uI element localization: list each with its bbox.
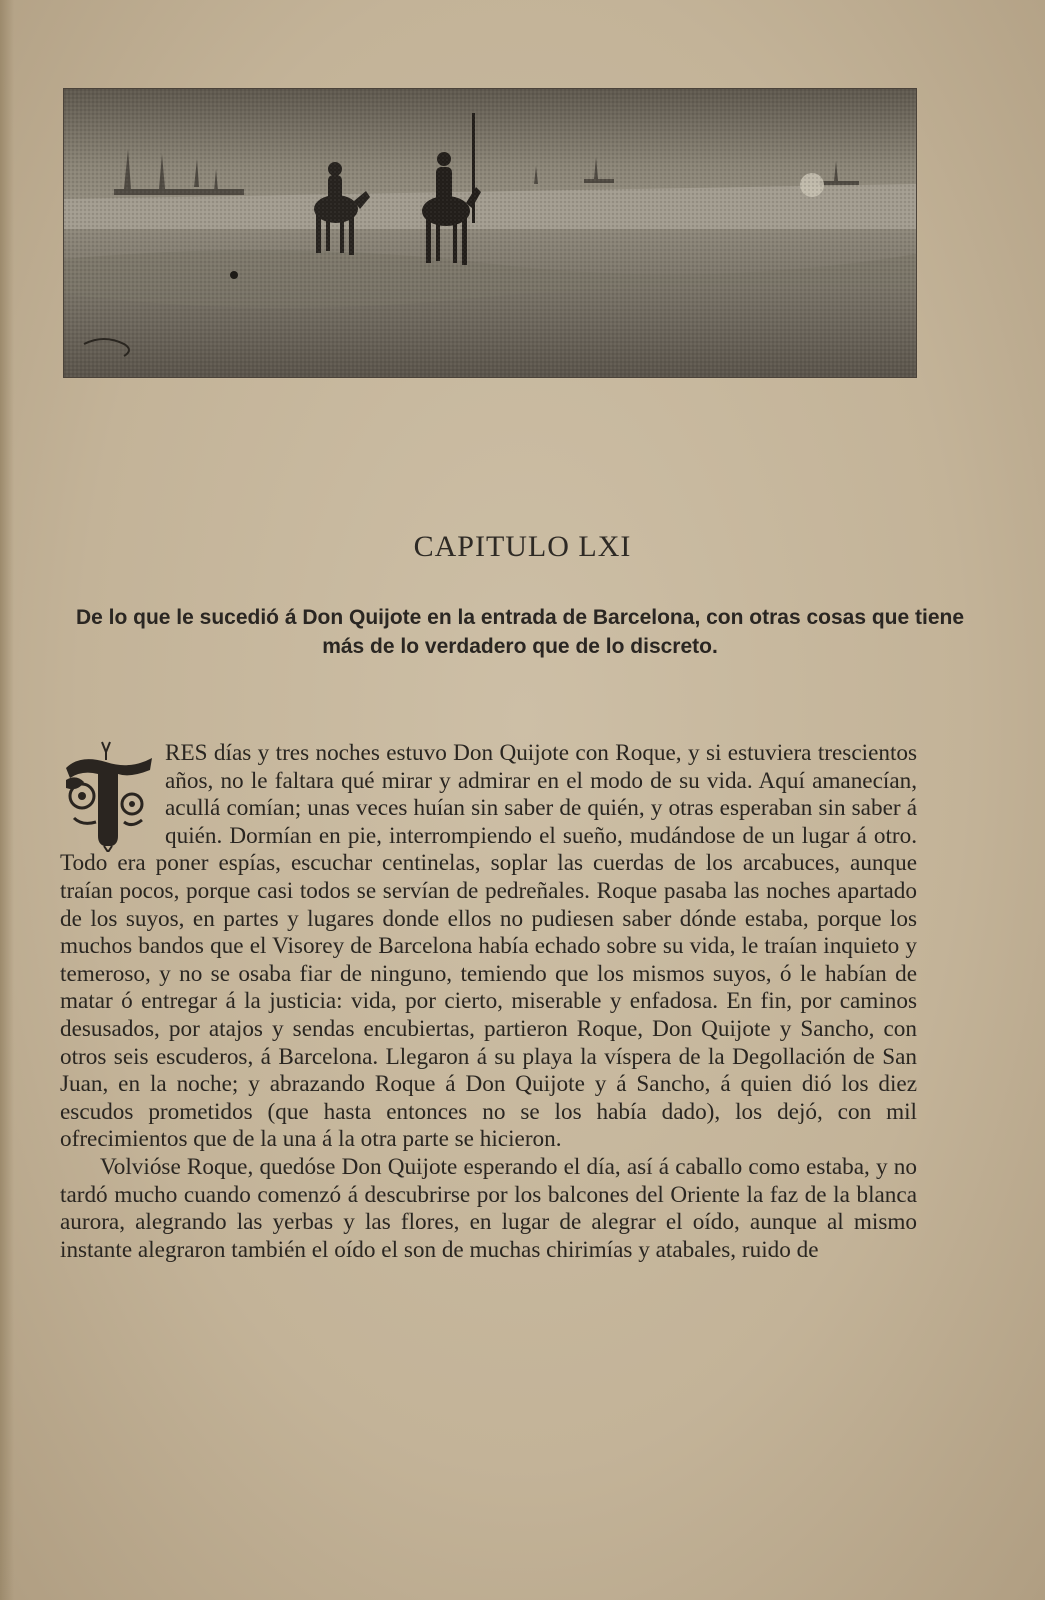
paragraph-1 xyxy=(60,740,917,1154)
drop-cap xyxy=(60,740,165,850)
first-word: RES xyxy=(165,740,208,766)
chapter-subtitle: De lo que le sucedió á Don Quijote en la entrada de Barcelona, con otras cosas que tiene más de lo verdadero que de lo discreto. xyxy=(75,606,965,658)
engraving-illustration xyxy=(63,88,917,378)
chapter-body xyxy=(60,740,917,1264)
paragraph-2: Volvióse Roque, quedóse Don Quijote esperando el día, así á caballo como estaba, y no tardó mucho cuando comenzó á descubrirse por los balcones del Oriente la faz de la blanca aurora, alegrando las yerbas y las flores, en lugar de alegrar el oído, aunque al mismo instante alegraron también el oído el son de muchas chirimías y atabales, ruido de xyxy=(60,1153,917,1263)
ornamental-drop-cap-t xyxy=(60,740,158,852)
paragraph-1-text: días y tres noches estuvo Don Quijote con Roque, y si estuviera trescientos años, no le faltara qué mirar y admirar en el modo de su vida. Aquí amanecían, acullá comían; unas veces huían sin saber de quién, y otras esperaban sin saber á quién. Dormían en pie, interrompiendo el sueño, mudándose de un lugar á otro. Todo era poner espías, escuchar centinelas, soplar las cuerdas de los arcabuces, aunque traían pocos, porque casi todos se servían de pedreñales. Roque pasaba las noches apartado de los suyos, en partes y lugares donde ellos no pudiesen saber dónde estaba, porque los muchos bandos que el Visorey de Barcelona había echado sobre su vida, le traían inquieto y temeroso, y no se osaba fiar de ninguno, temiendo que los mismos suyos, ó le habían de matar ó entregar á la justicia: vida, por cierto, miserable y enfadosa. En fin, por caminos desusados, por atajos y sendas encubiertas, partieron Roque, Don Quijote y Sancho, con otros seis escuderos, á Barcelona. Llegaron á su playa la víspera de la Degollación de San Juan, en la noche; y abrazando Roque á Don Quijote y á Sancho, á quien dió los diez escudos prometidos (que hasta entonces no se los había dado), los dejó, con mil ofrecimientos que de la una á la otra parte se hicieron. xyxy=(60,740,918,1153)
beach-horsemen-engraving xyxy=(64,89,916,377)
chapter-title: CAPITULO LXI xyxy=(413,530,632,563)
